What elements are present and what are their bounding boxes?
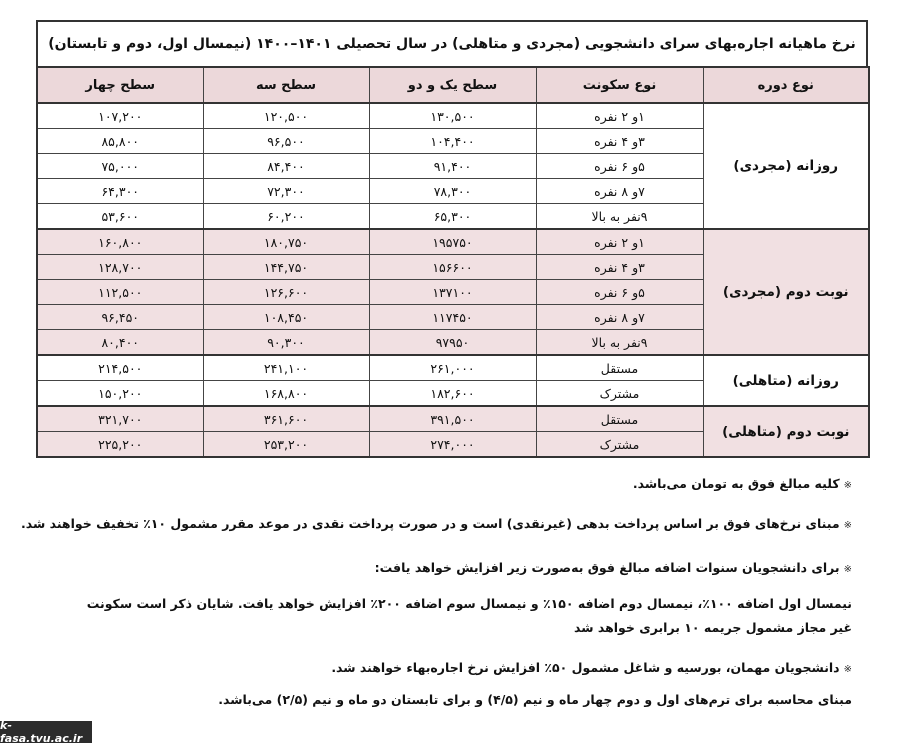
residence-cell: ۹نفر به بالا: [536, 204, 703, 230]
level-1-2-cell: ۱۵۶۶۰۰: [369, 255, 536, 280]
residence-cell: ۳و ۴ نفره: [536, 255, 703, 280]
period-cell: روزانه (متاهلی): [703, 355, 869, 406]
level-1-2-cell: ۱۱۷۴۵۰: [369, 305, 536, 330]
header-period: نوع دوره: [703, 67, 869, 103]
residence-cell: ۵و ۶ نفره: [536, 280, 703, 305]
level-1-2-cell: ۹۷۹۵۰: [369, 330, 536, 356]
level-4-cell: ۸۵,۸۰۰: [37, 129, 203, 154]
residence-cell: ۷و ۸ نفره: [536, 305, 703, 330]
level-4-cell: ۵۳,۶۰۰: [37, 204, 203, 230]
level-3-cell: ۱۴۴,۷۵۰: [203, 255, 369, 280]
note-currency: [633, 478, 852, 491]
note-text: مبنای نرخ‌های فوق بر اساس پرداخت بدهی (غیرنقدی) است و در صورت پرداخت نقدی در موعد مقرر مشمول ۱۰٪ تخفیف خواهند شد.: [21, 516, 840, 531]
note-discount: [21, 518, 852, 531]
table-row: [37, 229, 869, 255]
level-1-2-cell: ۱۹۵۷۵۰: [369, 229, 536, 255]
level-1-2-cell: ۱۸۲,۶۰۰: [369, 381, 536, 407]
site-watermark: k-fasa.tvu.ac.ir: [0, 721, 92, 743]
residence-cell: ۵و ۶ نفره: [536, 154, 703, 179]
period-cell: نوبت دوم (متاهلی): [703, 406, 869, 457]
level-3-cell: ۷۲,۳۰۰: [203, 179, 369, 204]
header-residence: نوع سکونت: [536, 67, 703, 103]
level-3-cell: ۱۰۸,۴۵۰: [203, 305, 369, 330]
level-3-cell: ۹۶,۵۰۰: [203, 129, 369, 154]
level-4-cell: ۹۶,۴۵۰: [37, 305, 203, 330]
residence-cell: ۳و ۴ نفره: [536, 129, 703, 154]
level-1-2-cell: ۲۷۴,۰۰۰: [369, 432, 536, 458]
level-4-cell: ۱۱۲,۵۰۰: [37, 280, 203, 305]
table-title: نرخ ماهیانه اجاره‌بهای سرای دانشجویی (مجردی و متاهلی) در سال تحصیلی ۱۴۰۱–۱۴۰۰ (نیمسال اول، دوم و تابستان): [36, 20, 868, 66]
level-4-cell: ۸۰,۴۰۰: [37, 330, 203, 356]
level-3-cell: ۹۰,۳۰۰: [203, 330, 369, 356]
level-3-cell: ۸۴,۴۰۰: [203, 154, 369, 179]
level-1-2-cell: ۲۶۱,۰۰۰: [369, 355, 536, 381]
residence-cell: ۱و ۲ نفره: [536, 229, 703, 255]
note-text: دانشجویان مهمان، بورسیه و شاغل مشمول ۵۰٪ افزایش نرخ اجاره‌بهاء خواهند شد.: [331, 660, 840, 675]
level-3-cell: ۱۸۰,۷۵۰: [203, 229, 369, 255]
level-4-cell: ۲۱۴,۵۰۰: [37, 355, 203, 381]
level-1-2-cell: ۱۳۷۱۰۰: [369, 280, 536, 305]
residence-cell: ۹نفر به بالا: [536, 330, 703, 356]
level-4-cell: ۱۵۰,۲۰۰: [37, 381, 203, 407]
header-level-4: سطح چهار: [37, 67, 203, 103]
level-1-2-cell: ۷۸,۳۰۰: [369, 179, 536, 204]
header-row: [37, 67, 869, 103]
period-cell: نوبت دوم (مجردی): [703, 229, 869, 355]
rates-table: [36, 66, 870, 458]
residence-cell: ۷و ۸ نفره: [536, 179, 703, 204]
residence-cell: مشترک: [536, 381, 703, 407]
note-guests: [331, 662, 852, 675]
note-text: کلیه مبالغ فوق به تومان می‌باشد.: [632, 476, 840, 491]
level-3-cell: ۱۲۰,۵۰۰: [203, 103, 369, 129]
table-row: [37, 406, 869, 432]
level-3-cell: ۳۶۱,۶۰۰: [203, 406, 369, 432]
bullet-icon: ※: [843, 564, 852, 575]
note-text: برای دانشجویان سنوات اضافه مبالغ فوق به‌صورت زیر افزایش خواهد یافت:: [374, 560, 840, 575]
level-4-cell: ۱۰۷,۲۰۰: [37, 103, 203, 129]
level-3-cell: ۲۴۱,۱۰۰: [203, 355, 369, 381]
residence-cell: مشترک: [536, 432, 703, 458]
level-4-cell: ۷۵,۰۰۰: [37, 154, 203, 179]
residence-cell: مستقل: [536, 406, 703, 432]
level-4-cell: ۳۲۱,۷۰۰: [37, 406, 203, 432]
period-cell: روزانه (مجردی): [703, 103, 869, 229]
level-4-cell: ۲۲۵,۲۰۰: [37, 432, 203, 458]
level-4-cell: ۱۲۸,۷۰۰: [37, 255, 203, 280]
level-3-cell: ۲۵۳,۲۰۰: [203, 432, 369, 458]
table-row: [37, 355, 869, 381]
level-4-cell: ۶۴,۳۰۰: [37, 179, 203, 204]
level-1-2-cell: ۱۳۰,۵۰۰: [369, 103, 536, 129]
level-1-2-cell: ۳۹۱,۵۰۰: [369, 406, 536, 432]
level-1-2-cell: ۶۵,۳۰۰: [369, 204, 536, 230]
level-3-cell: ۱۲۶,۶۰۰: [203, 280, 369, 305]
rates-sheet: [36, 20, 868, 458]
bullet-icon: ※: [843, 480, 852, 491]
level-4-cell: ۱۶۰,۸۰۰: [37, 229, 203, 255]
residence-cell: ۱و ۲ نفره: [536, 103, 703, 129]
header-level-1-2: سطح یک و دو: [369, 67, 536, 103]
note-calculation-basis: مبنای محاسبه برای ترم‌های اول و دوم چهار ماه و نیم (۴/۵) و برای تابستان دو ماه و نیم (۲/۵) می‌باشد.: [218, 692, 852, 707]
note-penalty: غیر مجاز مشمول جریمه ۱۰ برابری خواهد شد: [574, 620, 852, 635]
level-1-2-cell: ۱۰۴,۴۰۰: [369, 129, 536, 154]
note-extra-years: [375, 562, 852, 575]
bullet-icon: ※: [843, 520, 852, 531]
bullet-icon: ※: [843, 664, 852, 675]
note-extra-years-detail: نیمسال اول اضافه ۱۰۰٪، نیمسال دوم اضافه ۱۵۰٪ و نیمسال سوم اضافه ۲۰۰٪ افزایش خواهد یافت. شایان ذکر است سکونت: [86, 596, 852, 611]
header-level-3: سطح سه: [203, 67, 369, 103]
level-1-2-cell: ۹۱,۴۰۰: [369, 154, 536, 179]
table-row: [37, 103, 869, 129]
residence-cell: مستقل: [536, 355, 703, 381]
level-3-cell: ۶۰,۲۰۰: [203, 204, 369, 230]
level-3-cell: ۱۶۸,۸۰۰: [203, 381, 369, 407]
